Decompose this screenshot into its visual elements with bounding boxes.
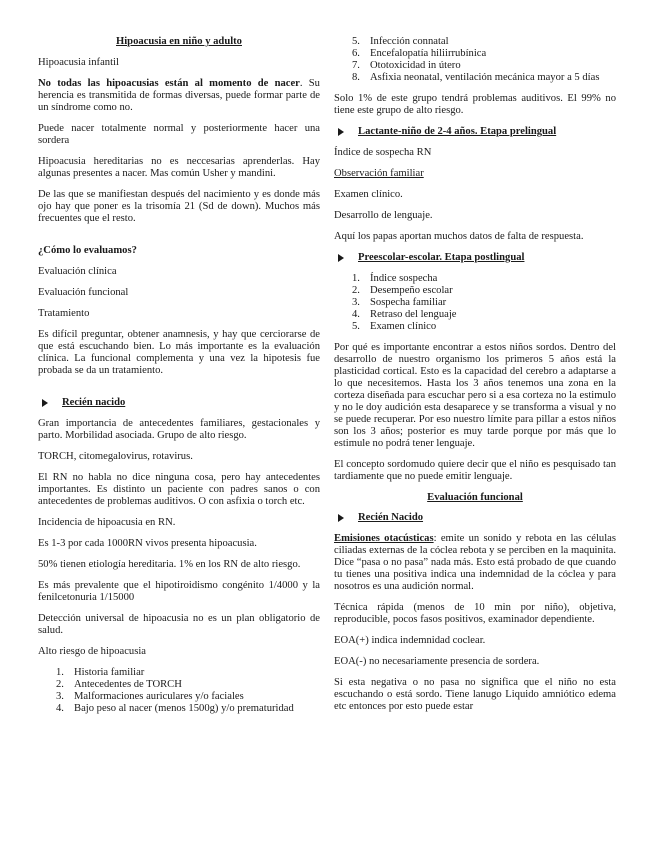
arrow-bullet-icon bbox=[338, 514, 344, 522]
paragraph: El RN no habla no dice ninguna cosa, pero hay antecedentes importantes. Es distinto un paciente con padres sanos o con antecedentes de problemas auditivos. O con asfixia o torch etc. bbox=[38, 472, 320, 507]
list-item: 4. Retraso del lenguaje bbox=[352, 309, 457, 320]
section-heading-lactante bbox=[334, 126, 616, 138]
paragraph: EOA(-) no necesariamente presencia de sordera. bbox=[334, 656, 540, 667]
paragraph: Evaluación clínica bbox=[38, 266, 117, 277]
paragraph: Técnica rápida (menos de 10 min por niño), objetiva, reproducible, pocos fasos positivos, examinador dependiente. bbox=[334, 602, 616, 625]
list-item: 1. Índice sospecha bbox=[352, 273, 438, 284]
paragraph: Tratamiento bbox=[38, 308, 90, 319]
section-heading-preescolar bbox=[334, 252, 616, 264]
bold-statement: No todas las hipoacusias están al momento de nacer bbox=[38, 78, 300, 89]
paragraph: Desarrollo de lenguaje. bbox=[334, 210, 433, 221]
paragraph: 50% tienen etiología hereditaria. 1% en los RN de alto riesgo. bbox=[38, 559, 301, 570]
paragraph: Evaluación funcional bbox=[38, 287, 129, 298]
underlined-subheading: Observación familiar bbox=[334, 168, 424, 179]
list-item: 7. Ototoxicidad in útero bbox=[352, 60, 461, 71]
list-item: 8. Asfixia neonatal, ventilación mecánica mayor a 5 días bbox=[352, 72, 600, 83]
list-item: 2. Desempeño escolar bbox=[352, 285, 453, 296]
risk-list-continued bbox=[334, 36, 616, 84]
paragraph: Índice de sospecha RN bbox=[334, 147, 432, 158]
section-heading-evaluacion-funcional: Evaluación funcional bbox=[427, 492, 523, 503]
section-heading-text: Recién nacido bbox=[62, 397, 126, 408]
paragraph: El concepto sordomudo quiere decir que el niño es pesquisado tan tardiamente que no puede emitir lenguaje. bbox=[334, 459, 616, 482]
list-item: 3. Malformaciones auriculares y/o faciales bbox=[56, 691, 244, 702]
paragraph: Es 1-3 por cada 1000RN vivos presenta hipoacusia. bbox=[38, 538, 257, 549]
left-column bbox=[38, 36, 320, 724]
list-item: 1. Historia familiar bbox=[56, 667, 145, 678]
paragraph: De las que se manifiestan después del nacimiento y es donde más ojo hay que poner es la trisomía 21 (Sd de down). Muchos más frecuentes que el resto. bbox=[38, 189, 320, 224]
list-item: 2. Antecedentes de TORCH bbox=[56, 679, 182, 690]
paragraph-text: . Su herencia es transmitida de formas diversas, puede formar parte de un síndrome como no. bbox=[38, 78, 320, 113]
list-item: 6. Encefalopatía hiliirrubínica bbox=[352, 48, 487, 59]
paragraph: Aquí los papas aportan muchos datos de falta de respuesta. bbox=[334, 231, 584, 242]
paragraph bbox=[334, 533, 616, 593]
document-title: Hipoacusia en niño y adulto bbox=[116, 36, 242, 47]
paragraph: TORCH, citomegalovirus, rotavirus. bbox=[38, 451, 193, 462]
section-heading-recien-nacido bbox=[334, 512, 616, 524]
paragraph: Por qué es importante encontrar a estos niños sordos. Dentro del desarrollo de nuestro organismo los primeros 5 años está la plasticidad cortical. Esto es la capacidad del cerebro a adaptarse a lo que necesitemos. Hasta los 3 años tenemos una zona en la corteza diseñada para escuchar pero si a esa corteza no la estimulo y no le doy audición esta desaparece y se transforma a visual y no se puede recuperar. Por eso nuestro límite para pillar a estos niños son los 3 años; posterior es muy tarde porque por más que lo estimule no podrá tener lenguaje. bbox=[334, 342, 616, 449]
right-column bbox=[334, 36, 616, 722]
paragraph bbox=[38, 78, 320, 114]
risk-list bbox=[38, 667, 320, 715]
section-heading-evaluamos: ¿Cómo lo evaluamos? bbox=[38, 245, 137, 256]
paragraph: Es difícil preguntar, obtener anamnesis, y hay que cerciorarse de que está escuchando bien. Lo más importante es la evaluación clínica. La funcional complementa y una vez la hipotesis fue probada se da un tratamiento. bbox=[38, 329, 320, 376]
section-heading-text: Recién Nacido bbox=[358, 512, 424, 523]
school-list bbox=[334, 273, 616, 333]
paragraph: Incidencia de hipoacusia en RN. bbox=[38, 517, 176, 528]
paragraph: Hipoacusia hereditarias no es neccesarias aprenderlas. Hay algunas presentes a nacer. Mas común Usher y mandini. bbox=[38, 156, 320, 179]
list-item: 5. Examen clínico bbox=[352, 321, 437, 332]
paragraph: Es más prevalente que el hipotiroidismo congénito 1/4000 y la fenilcetonuria 1/15000 bbox=[38, 580, 320, 603]
paragraph: Examen clínico. bbox=[334, 189, 403, 200]
paragraph: Detección universal de hipoacusia no es un plan obligatorio de salud. bbox=[38, 613, 320, 636]
section-heading-text: Lactante-niño de 2-4 años. Etapa prelingual bbox=[358, 126, 557, 137]
list-item: 5. Infección connatal bbox=[352, 36, 449, 47]
arrow-bullet-icon bbox=[338, 128, 344, 136]
paragraph: Alto riesgo de hipoacusia bbox=[38, 646, 146, 657]
paragraph: EOA(+) indica indemnidad coclear. bbox=[334, 635, 486, 646]
term-label: Emisiones otacústicas bbox=[334, 533, 434, 544]
arrow-bullet-icon bbox=[338, 254, 344, 262]
paragraph: Puede nacer totalmente normal y posteriormente hacer una sordera bbox=[38, 123, 320, 146]
arrow-bullet-icon bbox=[42, 399, 48, 407]
list-item: 3. Sospecha familiar bbox=[352, 297, 447, 308]
list-item: 4. Bajo peso al nacer (menos 1500g) y/o prematuridad bbox=[56, 703, 294, 714]
section-heading-text: Preescolar-escolar. Etapa postlingual bbox=[358, 252, 525, 263]
paragraph-text: : emite un sonido y rebota en las células ciliadas externas de la cóclea rebota y se perciben en la maquinita. Dice “pasa o no pasa” nada más. Esto está probado de que cuando tu tienes una positiva indica una indemnidad de la cóclea y para nosotros es una audición normal. bbox=[334, 533, 616, 592]
paragraph: Gran importancia de antecedentes familiares, gestacionales y parto. Morbilidad asociada. Grupo de alto riesgo. bbox=[38, 418, 320, 441]
paragraph: Solo 1% de este grupo tendrá problemas auditivos. El 99% no tiene este grupo de alto riesgo. bbox=[334, 93, 616, 116]
section-heading-recien-nacido bbox=[38, 397, 320, 409]
paragraph: Si esta negativa o no pasa no significa que el niño no esta escuchando o está sordo. Tiene lanugo Liquido amniótico edema etc entonces por esto puede estar bbox=[334, 677, 616, 712]
subheading-hipoacusia-infantil: Hipoacusia infantil bbox=[38, 57, 119, 68]
